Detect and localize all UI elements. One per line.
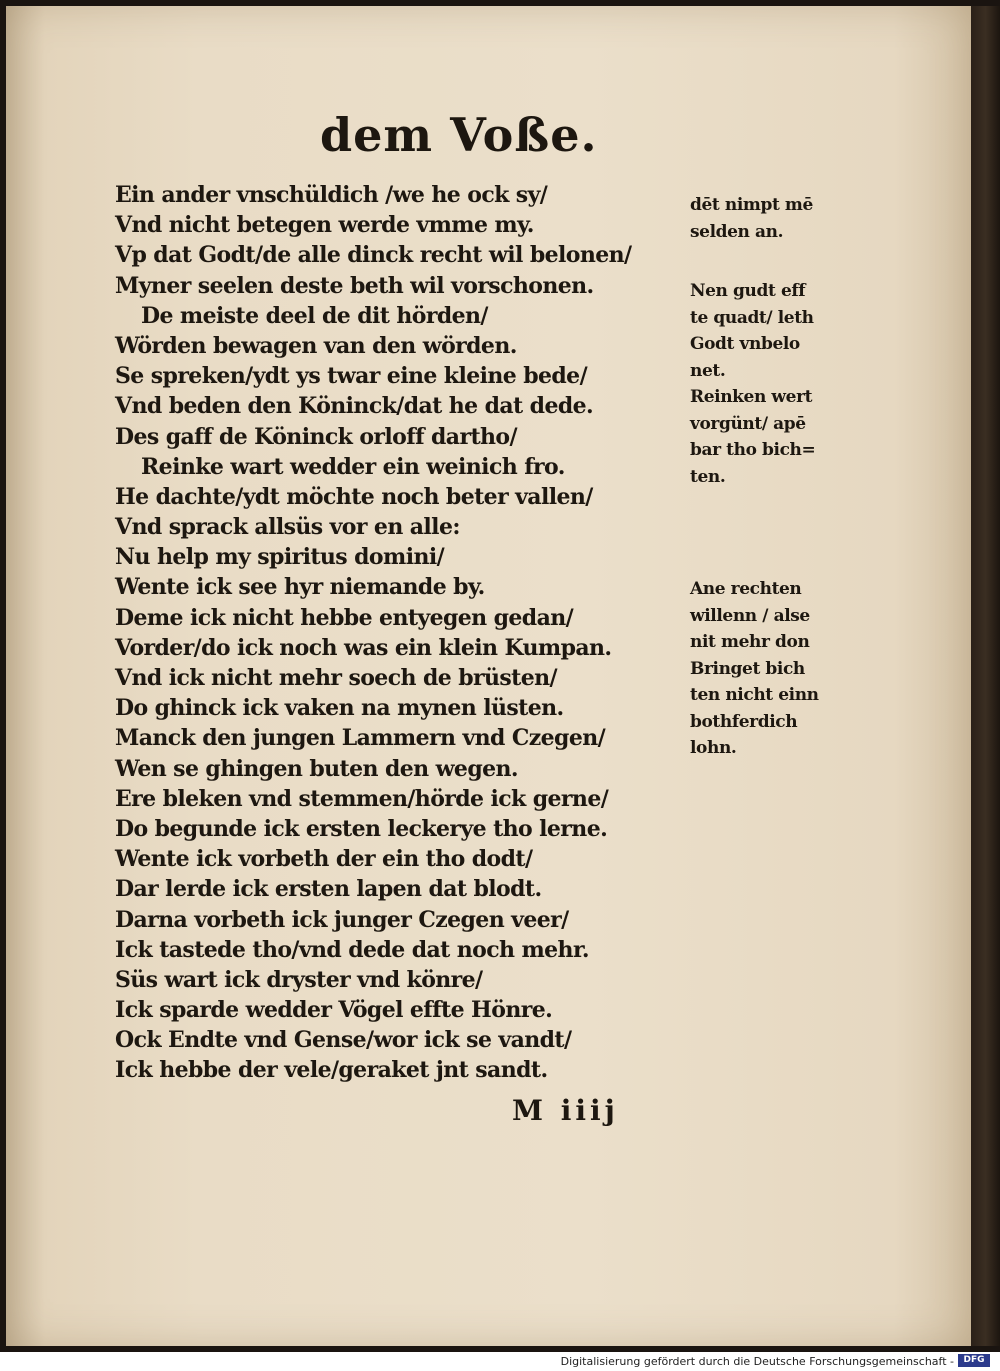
margin-note-line: net. [690,360,726,381]
verse-line: Se spreken/ydt ys twar eine kleine bede/ [115,363,587,390]
verse-line: Wente ick vorbeth der ein tho dodt/ [115,846,533,873]
margin-note-line: nit mehr don [690,632,810,652]
margin-note-line: Godt vnbelo [690,334,800,354]
verse-line: Do ghinck ick vaken na mynen lüsten. [115,695,564,722]
verse-line: Ere bleken vnd stemmen/hörde ick gerne/ [115,785,609,812]
verse-line: Vnd beden den Köninck/dat he dat dede. [115,393,594,420]
margin-note-line: lohn. [690,738,737,758]
footer-credit: Digitalisierung gefördert durch die Deutsche Forschungsgemeinschaft - [560,1355,954,1368]
verse-line: Vnd nicht betegen werde vmme my. [115,212,534,239]
verse-line: Ick tastede tho/vnd dede dat noch mehr. [115,936,589,963]
margin-note-line: bothferdich [690,711,798,732]
verse-line: Deme ick nicht hebbe entyegen gedan/ [115,604,574,631]
margin-note-line: selden an. [690,221,784,242]
verse-line: Nu help my spiritus domini/ [115,544,445,571]
verse-line: Vp dat Godt/de alle dinck recht wil belonen/ [115,242,632,269]
margin-note-line: bar tho bich= [690,440,816,460]
verse-line: He dachte/ydt möchte noch beter vallen/ [115,483,593,510]
verse-line: Wente ick see hyr niemande by. [115,574,485,601]
margin-note-line: vorgünt/ apē [690,413,806,434]
verse-line: Ick hebbe der vele/geraket jnt sandt. [115,1057,548,1084]
verse-line: Manck den jungen Lammern vnd Czegen/ [115,725,606,752]
verse-line: Wörden bewagen van den wörden. [115,332,517,359]
verse-line: Des gaff de Köninck orloff dartho/ [115,423,517,450]
verse-line: Süs wart ick dryster vnd könre/ [115,966,483,993]
margin-note-line: te quadt/ leth [690,307,814,328]
verse-line: Reinke wart wedder ein weinich fro. [141,453,565,480]
verse-line: Wen se ghingen buten den wegen. [115,755,518,782]
margin-note-4 [690,576,819,762]
page-edge [971,6,1000,1346]
margin-note-line: ten nicht einn [690,685,819,705]
verse-line: Vorder/do ick noch was ein klein Kumpan. [115,634,612,661]
margin-note-line: Nen gudt eff [690,281,806,301]
margin-note-1 [690,192,813,245]
dfg-logo: DFG [958,1354,990,1367]
running-header: dem Voße. [320,108,598,162]
verse-line: Myner seelen deste beth wil vorschonen. [115,272,594,299]
verse-line: Ock Endte vnd Gense/wor ick se vandt/ [115,1027,572,1054]
signature-mark: M iiij [512,1094,619,1127]
margin-note-line: dēt nimpt mē [690,195,813,215]
verse-line: Vnd ick nicht mehr soech de brüsten/ [115,665,557,691]
verse-line: Vnd sprack allsüs vor en alle: [115,514,460,541]
verse-line: Dar lerde ick ersten lapen dat blodt. [115,876,542,903]
verse-line: Ick sparde wedder Vögel effte Hönre. [115,997,553,1024]
margin-note-line: willenn / alse [690,605,810,626]
verse-block [115,180,655,1086]
margin-note-3 [690,384,815,490]
verse-line: Do begunde ick ersten leckerye tho lerne. [115,815,608,842]
margin-note-2 [690,278,814,384]
margin-note-line: Ane rechten [690,579,802,599]
margin-note-line: ten. [690,466,726,487]
margin-note-line: Bringet bich [690,658,805,679]
verse-line: Ein ander vnschüldich /we he ock sy/ [115,182,548,208]
verse-line: De meiste deel de dit hörden/ [141,302,488,329]
margin-note-line: Reinken wert [690,387,813,407]
verse-line: Darna vorbeth ick junger Czegen veer/ [115,906,569,933]
